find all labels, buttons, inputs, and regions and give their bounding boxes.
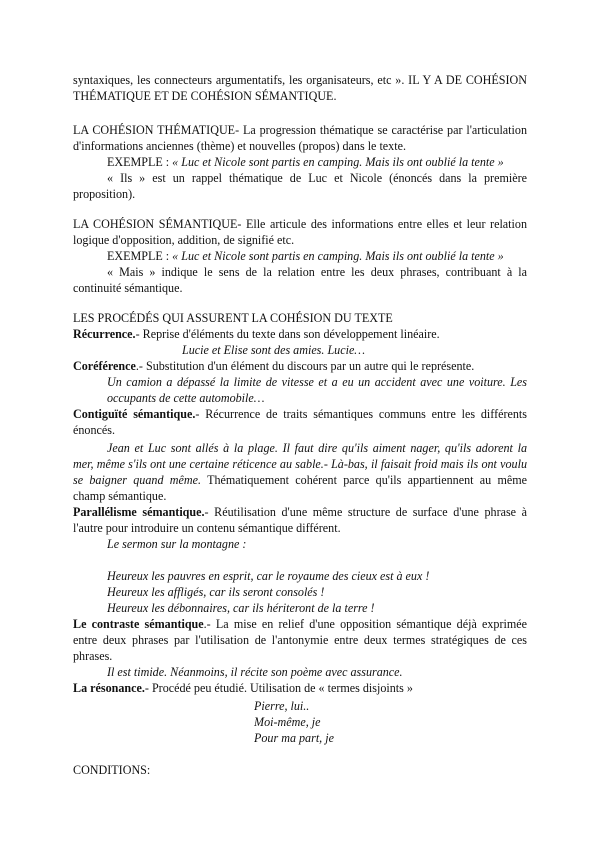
cohesion-thematique-line [73,122,527,138]
recurrence-line [73,326,527,342]
verse-line: Heureux les affligés, car ils seront consolés ! [107,585,325,599]
example-line: Jean et Luc sont allés à la plage. Il faut dire qu'ils aiment nager, qu'ils adorent la [107,441,527,455]
example-line: mer, même s'ils ont une certaine réticence au sable.- Là-bas, il faisait froid mais ils ont voulu [73,457,527,471]
example-text: se baigner quand même. [73,473,202,487]
paragraph-line: proposition). [73,187,136,201]
parallelisme-line [73,504,527,520]
paragraph-line: champ sémantique. [73,489,167,503]
example-line [107,154,527,170]
paragraph-line: énoncés. [73,423,115,437]
paragraph-line: d'informations anciennes (thème) et nouvelles (propos) dans le texte. [73,139,406,153]
contraste-line [73,616,527,632]
paragraph-line: logique d'opposition, addition, de signifié etc. [73,233,295,247]
cohesion-semantique-line [73,216,527,232]
paragraph-line: THÉMATIQUE ET DE COHÉSION SÉMANTIQUE. [73,89,337,103]
example-line [73,472,527,488]
example-line [107,248,527,264]
paragraph-text: Thématiquement cohérent parce qu'ils appartiennent au même [201,473,527,487]
term-contiguite: Contiguïté sémantique. [73,407,196,421]
paragraph-line: « Ils » est un rappel thématique de Luc et Nicole (énoncés dans la première [107,171,527,185]
example-line: Lucie et Elise sont des amies. Lucie… [182,343,366,357]
example-line: occupants de cette automobile… [107,391,265,405]
example-line: Moi-même, je [254,715,321,729]
example-line: Pierre, lui.. [254,699,310,713]
term-recurrence: Récurrence. [73,327,136,341]
definition: - Procédé peu étudié. Utilisation de « termes disjoints » [144,681,413,695]
paragraph-line: entre deux phrases par l'utilisation de l'antonymie entre deux termes stratégiques de ces [73,633,527,647]
cohesion-thematique-heading: LA COHÉSION THÉMATIQUE- [73,123,240,137]
paragraph-line: syntaxiques, les connecteurs argumentatifs, les organisateurs, etc ». IL Y A DE COHÉSION [73,73,527,87]
paragraph-text: La progression thématique se caractérise par l'articulation [239,123,527,137]
example-title: Le sermon sur la montagne : [107,537,247,551]
example-label: EXEMPLE : [107,249,173,263]
coreference-line [73,358,527,374]
term-parallelisme: Parallélisme sémantique. [73,505,205,519]
term-resonance: La résonance. [73,681,145,695]
term-coreference: Coréférence [73,359,136,373]
paragraph-line: phrases. [73,649,113,663]
example-line: Un camion a dépassé la limite de vitesse et a eu un accident avec une voiture. Les [107,375,527,389]
cohesion-semantique-heading: LA COHÉSION SÉMANTIQUE- [73,217,242,231]
verse-line: Heureux les pauvres en esprit, car le royaume des cieux est à eux ! [107,569,430,583]
contiguite-line [73,406,527,422]
example-label: EXEMPLE : [107,155,173,169]
example-line: Pour ma part, je [254,731,334,745]
definition: .- Substitution d'un élément du discours par un autre qui le représente. [135,359,475,373]
paragraph-line: continuité sémantique. [73,281,183,295]
example-text: « Luc et Nicole sont partis en camping. Mais ils ont oublié la tente » [172,249,504,263]
definition: .- La mise en relief d'une opposition sémantique déjà exprimée [203,617,527,631]
resonance-line [73,680,527,696]
example-text: « Luc et Nicole sont partis en camping. Mais ils ont oublié la tente » [172,155,504,169]
verse-line: Heureux les débonnaires, car ils hériteront de la terre ! [107,601,375,615]
conditions-heading: CONDITIONS: [73,763,151,777]
example-line: Il est timide. Néanmoins, il récite son poème avec assurance. [107,665,403,679]
definition: - Récurrence de traits sémantiques communs entre les différents [195,407,527,421]
procedes-heading: LES PROCÉDÉS QUI ASSURENT LA COHÉSION DU TEXTE [73,311,393,325]
paragraph-line: l'autre pour introduire un contenu sémantique différent. [73,521,341,535]
term-contraste: Le contraste sémantique [73,617,204,631]
definition: - Réutilisation d'une même structure de surface d'une phrase à [204,505,527,519]
paragraph-line: « Mais » indique le sens de la relation entre les deux phrases, contribuant à la [107,265,527,279]
definition: - Reprise d'éléments du texte dans son développement linéaire. [135,327,440,341]
paragraph-text: Elle articule des informations entre elles et leur relation [241,217,527,231]
